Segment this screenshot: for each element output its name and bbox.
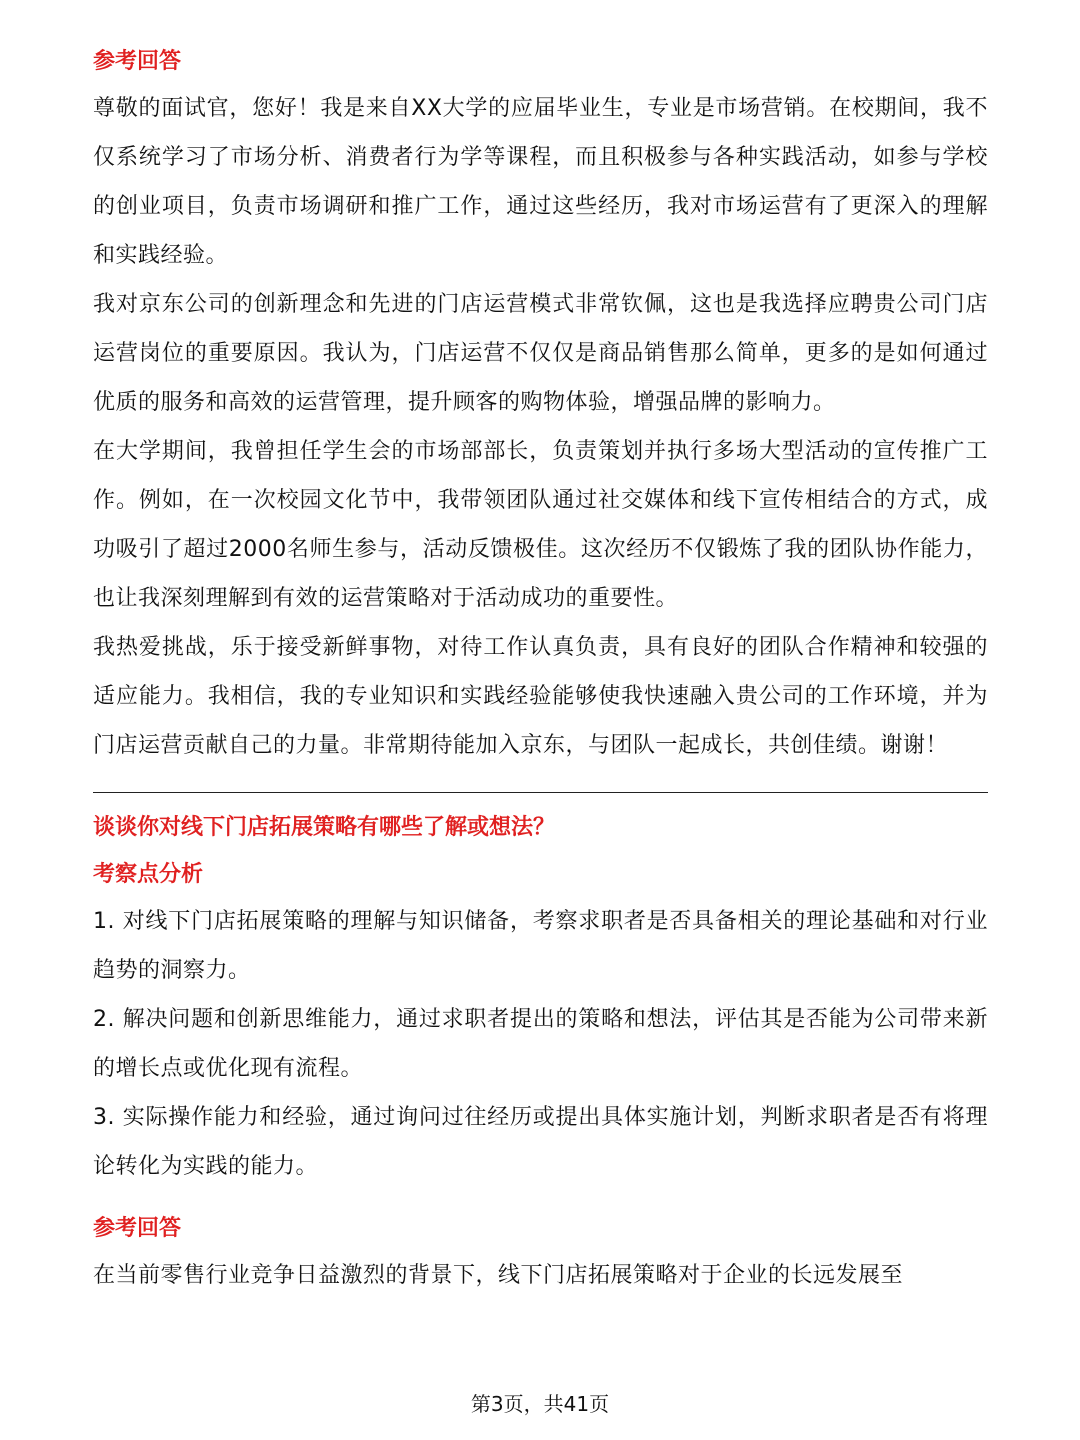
reference-answer-heading: 参考回答 [93, 1216, 182, 1241]
section-divider [93, 792, 988, 793]
answer-paragraph: 在当前零售行业竞争日益激烈的背景下，线下门店拓展策略对于企业的长远发展至 [93, 1263, 904, 1288]
analysis-point: 3. 实际操作能力和经验，通过询问过往经历或提出具体实施计划，判断求职者是否有将理论转化为实践的能力。 [93, 1105, 988, 1179]
analysis-point: 1. 对线下门店拓展策略的理解与知识储备，考察求职者是否具备相关的理论基础和对行业趋势的洞察力。 [93, 909, 988, 983]
analysis-point: 2. 解决问题和创新思维能力，通过求职者提出的策略和想法，评估其是否能为公司带来新的增长点或优化现有流程。 [93, 1007, 988, 1081]
answer-paragraph: 我热爱挑战，乐于接受新鲜事物，对待工作认真负责，具有良好的团队合作精神和较强的适应能力。我相信，我的专业知识和实践经验能够使我快速融入贵公司的工作环境，并为门店运营贡献自己的力量。非常期待能加入京东，与团队一起成长，共创佳绩。谢谢！ [93, 635, 988, 758]
answer-paragraph: 尊敬的面试官，您好！我是来自XX大学的应届毕业生，专业是市场营销。在校期间，我不仅系统学习了市场分析、消费者行为学等课程，而且积极参与各种实践活动，如参与学校的创业项目，负责市场调研和推广工作，通过这些经历，我对市场运营有了更深入的理解和实践经验。 [93, 96, 988, 268]
analysis-heading: 考察点分析 [93, 862, 204, 887]
reference-answer-heading: 参考回答 [93, 49, 182, 74]
answer-paragraph: 在大学期间，我曾担任学生会的市场部部长，负责策划并执行多场大型活动的宣传推广工作。例如，在一次校园文化节中，我带领团队通过社交媒体和线下宣传相结合的方式，成功吸引了超过2000名师生参与，活动反馈极佳。这次经历不仅锻炼了我的团队协作能力，也让我深刻理解到有效的运营策略对于活动成功的重要性。 [93, 439, 988, 611]
answer-paragraph: 我对京东公司的创新理念和先进的门店运营模式非常钦佩，这也是我选择应聘贵公司门店运营岗位的重要原因。我认为，门店运营不仅仅是商品销售那么简单，更多的是如何通过优质的服务和高效的运营管理，提升顾客的购物体验，增强品牌的影响力。 [93, 292, 988, 415]
interview-question: 谈谈你对线下门店拓展策略有哪些了解或想法？ [93, 815, 556, 840]
page-number: 第3页，共41页 [470, 1392, 610, 1416]
document-page [93, 40, 988, 1300]
spacer [93, 1191, 988, 1207]
